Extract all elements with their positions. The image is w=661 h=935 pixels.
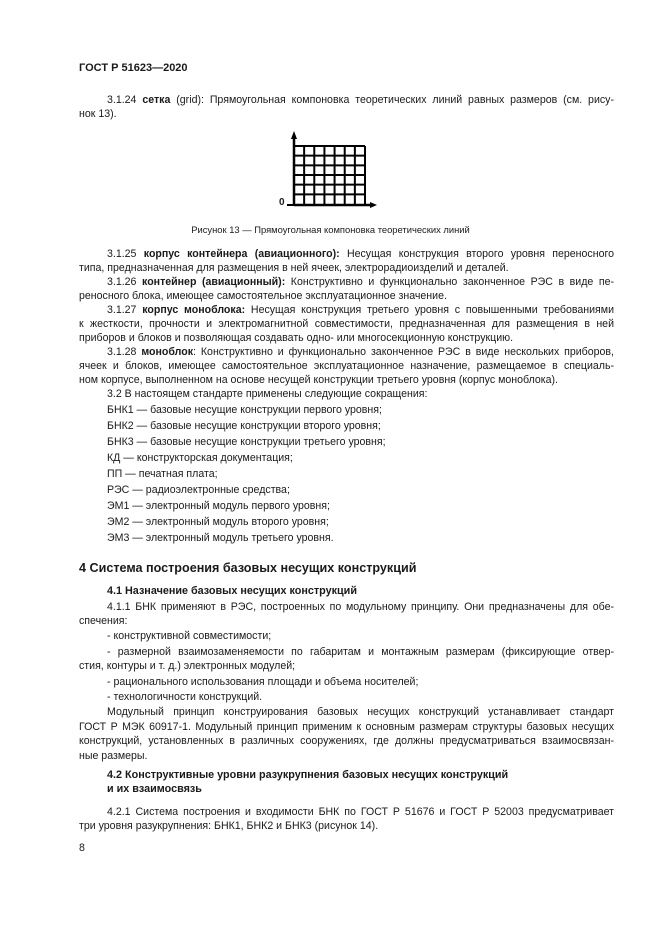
section-4-2-heading: 4.2 Конструктивные уровни разукрупнения базовых несущих конструкций <box>107 769 509 781</box>
bullet-item: - конструктивной совместимости; <box>107 630 272 642</box>
abbreviation-item: ЭМ2 — электронный модуль второго уровня; <box>107 516 329 528</box>
x-axis-arrow-icon <box>370 202 377 208</box>
abbreviation-item: РЭС — радиоэлектронные средства; <box>107 484 290 496</box>
y-axis-arrow-icon <box>291 131 297 139</box>
abbreviation-item: БНК1 — базовые несущие конструкции первого уровня; <box>107 404 382 416</box>
paragraph-modular: Модульный принцип конструирования базовых несущих конструкций устанавливает стандарт <box>107 706 614 718</box>
text-line: ГОСТ Р МЭК 60917-1. Модульный принцип применим к основным размерам структуры базовых несущих <box>79 721 614 733</box>
figure-caption: Рисунок 13 — Прямоугольная компоновка теоретических линий <box>191 224 470 235</box>
section-4-heading: 4 Система построения базовых несущих конструкций <box>79 561 417 575</box>
text-line: стия, контуры и т. д.) электронных модулей; <box>79 660 296 672</box>
text-line: ячеек и блоков, имеющее самостоятельное эксплуатационное назначение, размещаемое в специаль- <box>79 360 614 372</box>
document-header: ГОСТ Р 51623—2020 <box>79 62 188 74</box>
text-line: конструкций, установленных в различных сооружениях, где должны предусматриваться взаимосвязан- <box>79 735 614 747</box>
bullet-item: - технологичности конструкций. <box>107 691 263 703</box>
abbreviation-item: КД — конструкторская документация; <box>107 452 293 464</box>
text-line: ные размеры. <box>79 750 148 762</box>
paragraph-4-1-1: 4.1.1 БНК применяют в РЭС, построенных по модульному принципу. Они предназначены для обе- <box>107 601 614 613</box>
abbreviation-item: БНК3 — базовые несущие конструкции третьего уровня; <box>107 436 386 448</box>
definition-3-1-24: 3.1.24 сетка (grid): Прямоугольная компоновка теоретических линий равных размеров (см. рису- <box>107 94 614 106</box>
text-line: приборов и блоков и позволяющая создавать одно- или многосекционную конструкцию. <box>79 332 514 344</box>
text-line: типа, предназначенная для размещения в ней ячеек, электрорадиоизделий и деталей. <box>79 262 509 274</box>
abbreviation-item: ЭМ3 — электронный модуль третьего уровня. <box>107 532 334 544</box>
paragraph-4-2-1: 4.2.1 Система построения и входимости БНК по ГОСТ Р 51676 и ГОСТ Р 52003 предусматривает <box>107 806 614 818</box>
section-4-1-heading: 4.1 Назначение базовых несущих конструкций <box>107 585 357 597</box>
definition-3-1-28: 3.1.28 моноблок: Конструктивно и функционально законченное РЭС в виде нескольких приборов, <box>107 346 614 358</box>
term: сетка <box>142 94 171 106</box>
section-4-2-heading-line2: и их взаимосвязь <box>107 783 202 795</box>
text-line: спечения: <box>79 615 128 627</box>
abbreviation-item: БНК2 — базовые несущие конструкции второго уровня; <box>107 420 381 432</box>
page-number: 8 <box>79 842 85 854</box>
text-line: к жесткости, прочности и электромагнитной совместимости, предназначенная для размещения в ней <box>79 318 614 330</box>
text-line: ном корпусе, выполненном на основе несущей конструкции третьего уровня (корпус моноблока). <box>79 374 558 386</box>
abbreviation-item: ПП — печатная плата; <box>107 468 218 480</box>
definition-3-1-26: 3.1.26 контейнер (авиационный): Конструктивно и функционально законченное РЭС в виде пе- <box>107 276 615 288</box>
bullet-item: - размерной взаимозаменяемости по габаритам и монтажным размерам (фиксирующие отвер- <box>107 646 614 658</box>
text-line: три уровня разукрупнения: БНК1, БНК2 и БНК3 (рисунок 14). <box>79 820 379 832</box>
definition-3-1-25: 3.1.25 корпус контейнера (авиационного): Несущая конструкция второго уровня переносного <box>107 248 614 260</box>
text-line: нок 13). <box>79 108 117 120</box>
origin-label: 0 <box>279 197 285 208</box>
definition-3-1-27: 3.1.27 корпус моноблока: Несущая конструкция третьего уровня с повышенными требованиями <box>107 304 614 316</box>
text-line: реносного блока, имеющее самостоятельное эксплуатационное значение. <box>79 290 447 302</box>
abbreviation-item: ЭМ1 — электронный модуль первого уровня; <box>107 500 330 512</box>
paragraph-3-2: 3.2 В настоящем стандарте применены следующие сокращения: <box>107 388 428 400</box>
bullet-item: - рационального использования площади и объема носителей; <box>107 676 419 688</box>
